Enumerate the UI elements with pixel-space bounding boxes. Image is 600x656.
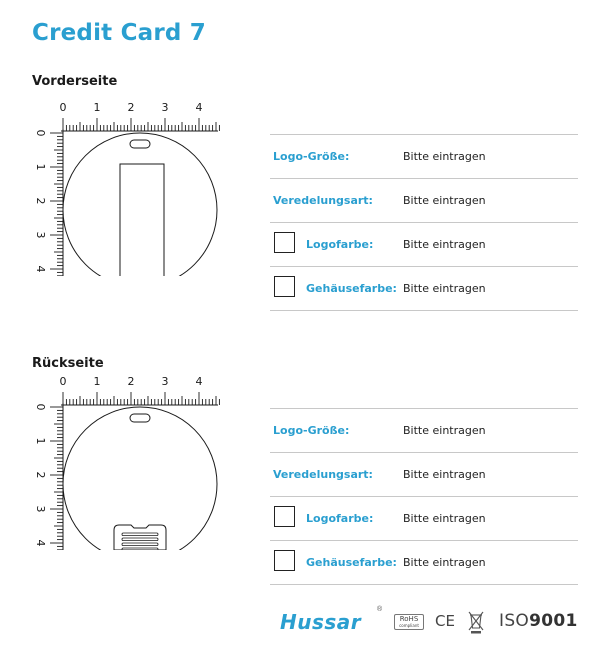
field-value-input[interactable]: Bitte eintragen [403, 194, 486, 207]
form-row [270, 452, 578, 496]
card-outline [63, 407, 217, 550]
usb-plug-ridge [122, 533, 158, 536]
field-label: Logo-Größe: [273, 150, 350, 163]
left-ruler-label: 3 [34, 231, 47, 239]
top-ruler-label: 4 [195, 375, 203, 388]
color-checkbox[interactable] [274, 550, 295, 571]
footer-logos [280, 606, 580, 634]
field-label: Logofarbe: [306, 512, 374, 525]
usb-plug-outline [114, 525, 166, 550]
lanyard-slot [130, 414, 150, 422]
top-ruler-label: 3 [161, 101, 169, 114]
iso-number: 9001 [529, 611, 578, 631]
back-form [270, 408, 578, 585]
field-label: Logofarbe: [306, 238, 374, 251]
left-ruler-label: 4 [34, 539, 47, 547]
field-value-input[interactable]: Bitte eintragen [403, 150, 486, 163]
field-label: Logo-Größe: [273, 424, 350, 437]
field-value-input[interactable]: Bitte eintragen [403, 282, 486, 295]
card-outline [63, 133, 217, 276]
top-ruler-label: 3 [161, 375, 169, 388]
top-ruler-label: 4 [195, 101, 203, 114]
page-title: Credit Card 7 [32, 20, 206, 46]
lanyard-slot [130, 140, 150, 148]
top-ruler-label: 0 [59, 101, 67, 114]
field-value-input[interactable]: Bitte eintragen [403, 238, 486, 251]
field-label: Gehäusefarbe: [306, 282, 397, 295]
usb-connector-outline [120, 164, 164, 276]
left-ruler-label: 2 [34, 197, 47, 205]
rohs-badge [394, 614, 424, 630]
left-ruler-label: 1 [34, 437, 47, 445]
left-ruler-label: 1 [34, 163, 47, 171]
field-value-input[interactable]: Bitte eintragen [403, 512, 486, 525]
form-row [270, 408, 578, 452]
rohs-label: RoHS [399, 615, 419, 623]
iso-prefix: ISO [499, 611, 530, 631]
top-ruler-label: 1 [93, 375, 101, 388]
form-row [270, 178, 578, 222]
top-ruler-label: 0 [59, 375, 67, 388]
top-ruler-label: 2 [127, 375, 135, 388]
color-checkbox[interactable] [274, 506, 295, 527]
form-row [270, 222, 578, 266]
front-card-drawing [28, 96, 228, 276]
form-row [270, 496, 578, 540]
left-ruler-label: 0 [34, 403, 47, 411]
left-ruler-label: 0 [34, 129, 47, 137]
left-ruler-label: 4 [34, 265, 47, 273]
top-ruler-label: 2 [127, 101, 135, 114]
usb-plug-ridge [122, 543, 158, 546]
front-heading: Vorderseite [32, 74, 118, 89]
top-ruler-label: 1 [93, 101, 101, 114]
field-value-input[interactable]: Bitte eintragen [403, 556, 486, 569]
form-row [270, 540, 578, 585]
rohs-sub-label: compliant [399, 623, 419, 628]
usb-plug-ridge [122, 538, 158, 541]
hussar-logo: Hussar [280, 610, 362, 634]
back-ruler-diagram [28, 370, 228, 550]
registered-mark: ® [377, 606, 383, 613]
color-checkbox[interactable] [274, 232, 295, 253]
back-heading: Rückseite [32, 356, 104, 371]
ce-mark: CE [435, 612, 455, 630]
form-row [270, 134, 578, 178]
form-row [270, 266, 578, 311]
color-checkbox[interactable] [274, 276, 295, 297]
field-value-input[interactable]: Bitte eintragen [403, 468, 486, 481]
weee-bin-icon [468, 610, 484, 634]
field-label: Gehäusefarbe: [306, 556, 397, 569]
front-ruler-diagram [28, 96, 228, 276]
field-label: Veredelungsart: [273, 468, 373, 481]
field-label: Veredelungsart: [273, 194, 373, 207]
back-card-drawing [28, 370, 228, 550]
left-ruler-label: 2 [34, 471, 47, 479]
field-value-input[interactable]: Bitte eintragen [403, 424, 486, 437]
iso-certification [499, 611, 578, 631]
left-ruler-label: 3 [34, 505, 47, 513]
front-form [270, 134, 578, 311]
